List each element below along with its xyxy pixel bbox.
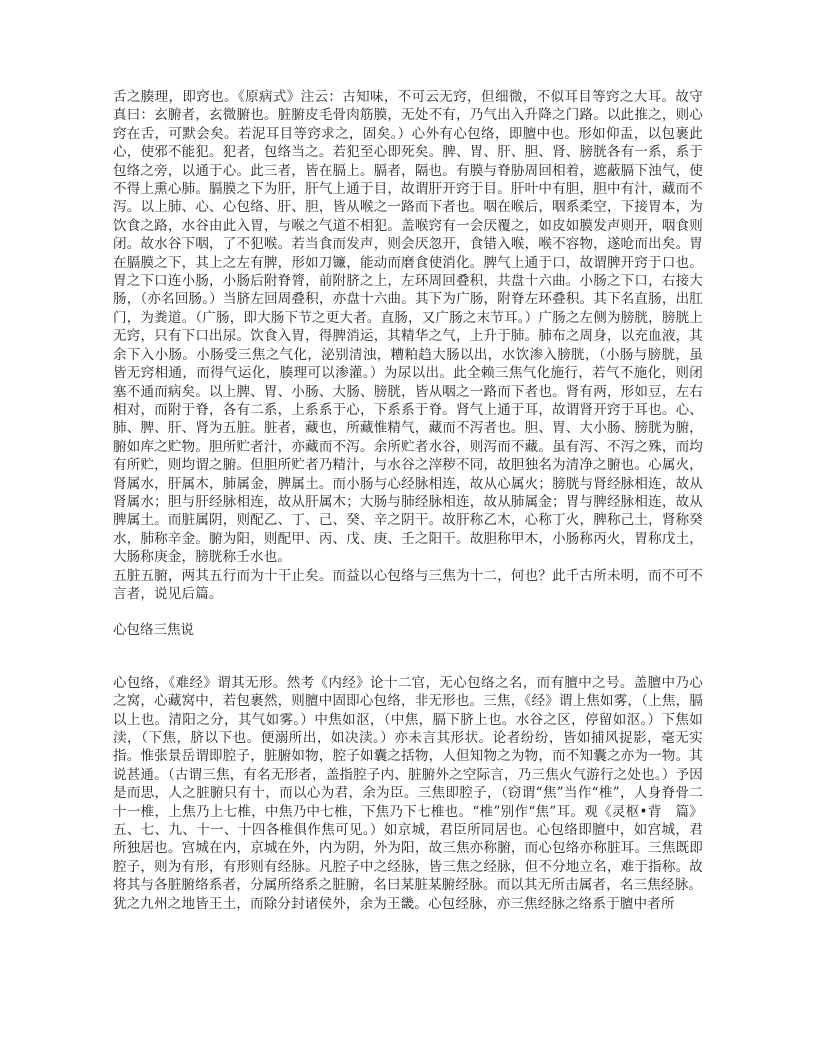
section-heading: 心包络三焦说 — [113, 622, 194, 639]
document-text-block — [113, 88, 703, 913]
body-paragraph-1: 舌之腠理，即窍也。《原病式》注云：古知味，不可云无窍，但细微，不似耳目等窍之大耳。故守真曰：玄腑者，玄微腑也。脏腑皮毛骨肉筋膜，无处不有，乃气出入升降之门路。以此推之，则心窍在舌，可默会矣。若泥耳目等窍求之，固矣。）心外有心包络，即膻中也。形如仰盂，以包裹此心，使邪不能犯。犯者，包络当之。若犯至心即死矣。脾、胃、肝、胆、肾、膀胱各有一系，系于包络之旁，以通于心。此三者，皆在膈上。膈者，隔也。有膜与脊胁周回相着，遮蔽膈下浊气，使不得上熏心肺。膈膜之下为肝，肝气上通于目，故谓肝开窍于目。肝叶中有胆，胆中有汁，藏而不泻。以上肺、心、心包络、肝、胆，皆从喉之一路而下者也。咽在喉后，咽系柔空，下接胃本，为饮食之路，水谷由此入胃，与喉之气道不相犯。盖喉窍有一会厌覆之，如皮如膜发声则开，咽食则闭。故水谷下咽，了不犯喉。若当食而发声，则会厌忽开，食错入喉，喉不容物，遂呛而出矣。胃在膈膜之下，其上之左有脾，形如刀镰，能动而磨食使消化。脾气上通于口，故谓脾开窍于口也。胃之下口连小肠，小肠后附脊膂，前附脐之上，左环周回叠积，共盘十六曲。小肠之下口，右接大肠，（亦名回肠。）当脐左回周叠积，亦盘十六曲。其下为广肠，附脊左环叠积。其下名直肠，出肛门，为粪道。（广肠，即大肠下节之更大者。直肠，又广肠之末节耳。）广肠之左侧为膀胱，膀胱上无窍，只有下口出尿。饮食入胃，得脾消运，其精华之气，上升于肺。肺布之周身，以充血液，其余下入小肠。小肠受三焦之气化，泌别清浊，糟粕趋大肠以出，水饮渗入膀胱，（小肠与膀胱，虽皆无窍相通，而得气运化，腠理可以渗灌。）为尿以出。此全赖三焦气化施行，若气不施化，则闭塞不通而病矣。以上脾、胃、小肠、大肠、膀胱，皆从咽之一路而下者也。肾有两，形如豆，左右相对，而附于脊，各有二系，上系系于心，下系系于脊。肾气上通于耳，故谓肾开窍于耳也。心、肺、脾、肝、肾为五脏。脏者，藏也，所藏惟精气，藏而不泻者也。胆、胃、大小肠、膀胱为腑，腑如库之贮物。胆所贮者汁，亦藏而不泻。余所贮者水谷，则泻而不藏。虽有泻、不泻之殊，而均有所贮，则均谓之腑。但胆所贮者乃精汁，与水谷之滓秽不同，故胆独名为清净之腑也。心属火，肾属水，肝属木，肺属金，脾属土。而小肠与心经脉相连，故从心属火；膀胱与肾经脉相连，故从肾属水；胆与肝经脉相连，故从肝属木；大肠与肺经脉相连，故从肺属金；胃与脾经脉相连，故从脾属土。而脏属阴，则配乙、丁、己、癸、辛之阴干。故肝称乙木，心称丁火，脾称己土，肾称癸水，肺称辛金。腑为阳，则配甲、丙、戊、庚、壬之阳干。故胆称甲木，小肠称丙火，胃称戊土，大肠称庚金，膀胱称壬水也。 — [113, 89, 703, 566]
body-paragraph-4: 犹之九州之地皆王土，而除分封诸侯外，余为王畿。心包经脉，亦三焦经脉之络系于膻中者所 — [113, 895, 675, 912]
body-paragraph-3: 心包络，《难经》谓其无形。然考《内经》论十二官，无心包络之名，而有膻中之号。盖膻中乃心之窝，心藏窝中，若包裹然，则膻中固即心包络，非无形也。三焦，《经》谓上焦如雾，（上焦，膈以上也。清阳之分，其气如雾。）中焦如沤，（中焦，膈下脐上也。水谷之区，停留如沤。）下焦如渎，（下焦，脐以下也。便溺所出，如决渎。）亦未言其形状。论者纷纷，皆如捕风捉影，毫无实指。惟张景岳谓即腔子，脏腑如物，腔子如囊之括物，人但知物之为物，而不知囊之亦为一物。其说甚通。（古谓三焦，有名无形者，盖指腔子内、脏腑外之空际言，乃三焦火气游行之处也。）予因是而思，人之脏腑只有十，而以心为君，余为臣。三焦即腔子，（窃谓“焦”当作“椎”，人身脊骨二十一椎，上焦乃上七椎，中焦乃中七椎，下焦乃下七椎也。“椎”别作“焦”耳。观《灵枢•背 篇》五、七、九、十一、十四各椎俱作焦可见。）如京城，君臣所同居也。心包络即膻中，如宫城，君所独居也。宫城在内，京城在外，内为阴，外为阳，故三焦亦称腑，而心包络亦称脏耳。三焦既即腔子，则为有形，有形则有经脉。凡腔子中之经脉，皆三焦之经脉，但不分地立名，难于指称。故将其与各脏腑络系者，分属所络系之脏腑，名曰某脏某腑经脉。而以其无所击属者，名三焦经脉。 — [113, 674, 703, 894]
body-paragraph-2: 五脏五腑，两其五行而为十干止矣。而益以心包络与三焦为十二，何也？此千古所未明，而不可不言者，说见后篇。 — [113, 567, 703, 602]
